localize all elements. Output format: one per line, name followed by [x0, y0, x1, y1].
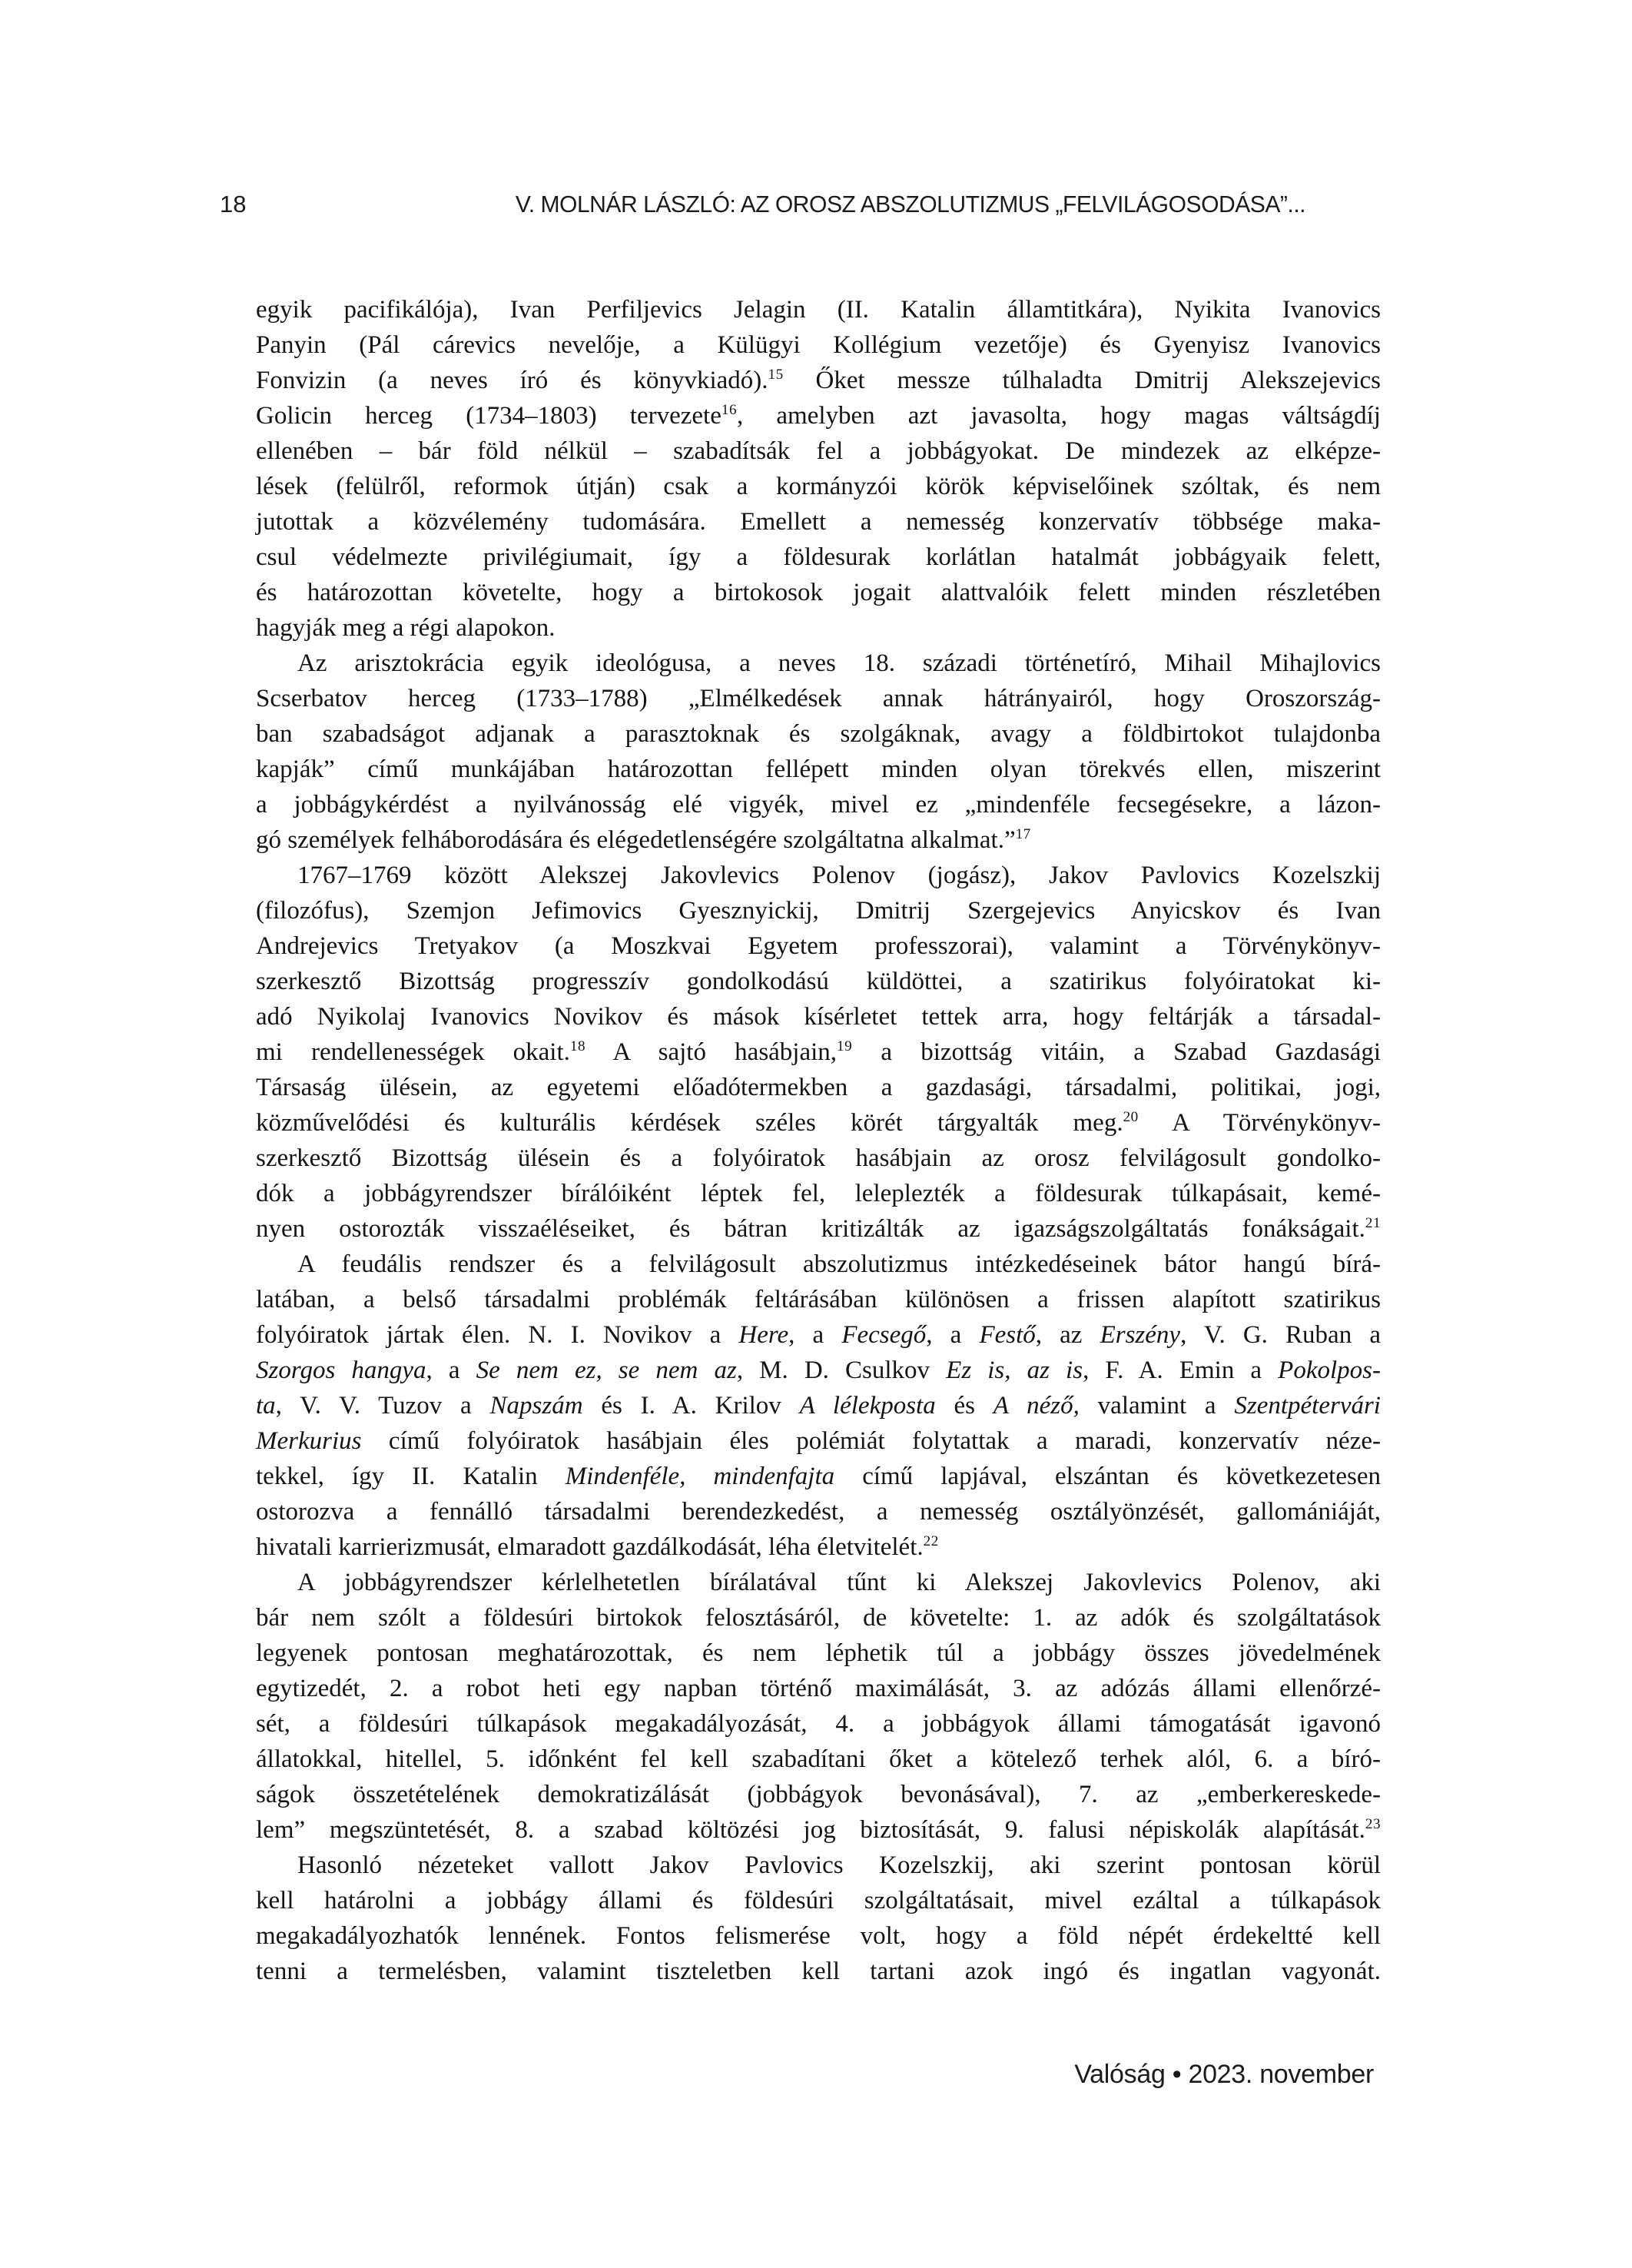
- text-line: folyóiratok jártak élen. N. I. Novikov a Here, a Fecsegő, a Festő, az Erszény, V. G. Ruban a: [256, 1321, 1381, 1349]
- paragraph: [256, 1848, 1381, 1989]
- text-line: gó személyek felháborodására és elégedetlenségére szolgáltatna alkalmat.”$^{17}$: [256, 826, 1031, 854]
- text-line: megakadályozhatók lennének. Fontos felismerése volt, hogy a föld népét érdekeltté kell: [256, 1922, 1381, 1950]
- body-text: [256, 292, 1381, 1989]
- text-line: Társaság ülésein, az egyetemi előadótermekben a gazdasági, társadalmi, politikai, jogi,: [256, 1074, 1381, 1101]
- text-line: 1767–1769 között Alekszej Jakovlevics Polenov (jogász), Jakov Pavlovics Kozelszkij: [297, 862, 1381, 889]
- text-line: sét, a földesúri túlkapások megakadályozását, 4. a jobbágyok állami támogatását igavonó: [256, 1710, 1381, 1738]
- text-line: egyik pacifikálója), Ivan Perfiljevics Jelagin (II. Katalin államtitkára), Nyikita Ivanovics: [256, 296, 1381, 324]
- text-line: ban szabadságot adjanak a parasztoknak és szolgáknak, avagy a földbirtokot tulajdonba: [256, 720, 1381, 748]
- text-line: tenni a termelésben, valamint tiszteletben kell tartani azok ingó és ingatlan vagyonát.: [256, 1958, 1381, 1985]
- text-line: legyenek pontosan meghatározottak, és nem léphetik túl a jobbágy összes jövedelmének: [256, 1639, 1381, 1667]
- text-line: Fonvizin (a neves író és könyvkiadó).$^{15}$ Őket messze túlhaladta Dmitrij Alekszejevics: [256, 367, 1381, 394]
- text-line: Merkurius című folyóiratok hasábjain éles polémiát folytattak a maradi, konzervatív néze-: [256, 1427, 1381, 1455]
- text-line: Golicin herceg (1734–1803) tervezete$^{16}$, amelyben azt javasolta, hogy magas váltságdíj: [256, 402, 1381, 430]
- text-line: jutottak a közvélemény tudomására. Emellett a nemesség konzervatív többsége maka-: [256, 508, 1381, 536]
- text-line: egytizedét, 2. a robot heti egy napban történő maximálását, 3. az adózás állami ellenőrzé-: [256, 1675, 1381, 1702]
- text-line: ságok összetételének demokratizálását (jobbágyok bevonásával), 7. az „emberkereskede-: [256, 1781, 1381, 1808]
- paragraph: [256, 1565, 1381, 1848]
- page-number: 18: [220, 191, 247, 218]
- text-line: szerkesztő Bizottság ülésein és a folyóiratok hasábjain az orosz felvilágosult gondolko-: [256, 1144, 1381, 1172]
- footnote-marker: 18: [569, 1038, 586, 1054]
- text-line: hivatali karrierizmusát, elmaradott gazdálkodását, léha életvitelét.$^{22}$: [256, 1533, 939, 1561]
- footer-text: Valóság • 2023. november: [1074, 2060, 1374, 2089]
- text-line: latában, a belső társadalmi problémák feltárásában különösen a frissen alapított szatirikus: [256, 1286, 1381, 1313]
- text-line: ellenében – bár föld nélkül – szabadítsák fel a jobbágyokat. De mindezek az elképze-: [256, 437, 1381, 465]
- footnote-marker: 16: [721, 402, 737, 418]
- page-footer: [1074, 2060, 1374, 2090]
- text-line: ta, V. V. Tuzov a Napszám és I. A. Krilov A lélekposta és A néző, valamint a Szentpétervári: [256, 1392, 1381, 1420]
- footnote-marker: 15: [768, 367, 784, 383]
- text-line: állatokkal, hitellel, 5. időnként fel kell szabadítani őket a kötelező terhek alól, 6. a bíró-: [256, 1745, 1381, 1773]
- text-line: bár nem szólt a földesúri birtokok felosztásáról, de követelte: 1. az adók és szolgáltatások: [256, 1604, 1381, 1632]
- footnote-marker: 20: [1123, 1109, 1139, 1125]
- text-line: adó Nyikolaj Ivanovics Novikov és mások kísérletet tettek arra, hogy feltárják a társadal-: [256, 1003, 1381, 1031]
- text-line: nyen ostorozták visszaéléseiket, és bátran kritizálták az igazságszolgáltatás fonákságait.$^{21}$: [256, 1215, 1381, 1243]
- text-line: dók a jobbágyrendszer bírálóiként léptek fel, leleplezték a földesurak túlkapásait, kemé-: [256, 1180, 1381, 1207]
- text-line: A feudális rendszer és a felvilágosult abszolutizmus intézkedéseinek bátor hangú bírá-: [297, 1250, 1381, 1278]
- paragraph: [256, 646, 1381, 858]
- footnote-marker: 22: [923, 1533, 939, 1549]
- footnote-marker: 21: [1365, 1215, 1381, 1231]
- text-line: Az arisztokrácia egyik ideológusa, a neves 18. századi történetíró, Mihail Mihajlovics: [297, 649, 1381, 677]
- text-line: Szorgos hangya, a Se nem ez, se nem az, M. D. Csulkov Ez is, az is, F. A. Emin a Pokolpos-: [256, 1356, 1381, 1384]
- text-line: hagyják meg a régi alapokon.: [256, 614, 556, 642]
- text-line: kell határolni a jobbágy állami és földesúri szolgáltatásait, mivel ezáltal a túlkapások: [256, 1887, 1381, 1914]
- paragraph: [256, 292, 1381, 646]
- text-line: kapják” című munkájában határozottan fellépett minden olyan törekvés ellen, miszerint: [256, 755, 1381, 783]
- text-line: mi rendellenességek okait.$^{18}$ A sajtó hasábjain,$^{19}$ a bizottság vitáin, a Szabad Gazdasági: [256, 1038, 1382, 1066]
- paragraph: [256, 1247, 1381, 1565]
- footnote-marker: 19: [837, 1038, 853, 1054]
- running-title: V. MOLNÁR LÁSZLÓ: AZ OROSZ ABSZOLUTIZMUS „FELVILÁGOSODÁSA”...: [515, 191, 1306, 218]
- text-line: Panyin (Pál cárevics nevelője, a Külügyi Kollégium vezetője) és Gyenyisz Ivanovics: [256, 331, 1381, 359]
- text-line: és határozottan követelte, hogy a birtokosok jogait alattvalóik felett minden részletében: [256, 579, 1381, 606]
- text-line: csul védelmezte privilégiumait, így a földesurak korlátlan hatalmát jobbágyaik felett,: [256, 543, 1381, 571]
- text-line: lem” megszüntetését, 8. a szabad költözési jog biztosítását, 9. falusi népiskolák alapítását.$^{23}$: [256, 1816, 1381, 1844]
- text-line: szerkesztő Bizottság progresszív gondolkodású küldöttei, a szatirikus folyóiratokat ki-: [256, 968, 1381, 995]
- text-line: ostorozva a fennálló társadalmi berendezkedést, a nemesség osztályönzését, gallomániáját,: [256, 1498, 1381, 1526]
- paragraph: [256, 858, 1381, 1247]
- footnote-marker: 17: [1015, 826, 1031, 842]
- text-line: tekkel, így II. Katalin Mindenféle, mindenfajta című lapjával, elszántan és következetesen: [256, 1463, 1381, 1490]
- text-line: Hasonló nézeteket vallott Jakov Pavlovics Kozelszkij, aki szerint pontosan körül: [297, 1851, 1381, 1879]
- text-line: Scserbatov herceg (1733–1788) „Elmélkedések annak hátrányairól, hogy Oroszország-: [256, 685, 1381, 712]
- text-line: (filozófus), Szemjon Jefimovics Gyesznyickij, Dmitrij Szergejevics Anyicskov és Ivan: [256, 897, 1381, 925]
- text-line: lések (felülről, reformok útján) csak a kormányzói körök képviselőinek szóltak, és nem: [256, 473, 1381, 500]
- text-line: A jobbágyrendszer kérlelhetetlen bírálatával tűnt ki Alekszej Jakovlevics Polenov, aki: [297, 1569, 1381, 1596]
- text-line: Andrejevics Tretyakov (a Moszkvai Egyetem professzorai), valamint a Törvénykönyv-: [256, 932, 1381, 960]
- text-line: közművelődési és kulturális kérdések széles körét tárgyalták meg.$^{20}$ A Törvénykönyv-: [256, 1109, 1381, 1137]
- footnote-marker: 23: [1365, 1816, 1381, 1832]
- text-line: a jobbágykérdést a nyilvánosság elé vigyék, mivel ez „mindenféle fecsegésekre, a lázon-: [256, 791, 1381, 819]
